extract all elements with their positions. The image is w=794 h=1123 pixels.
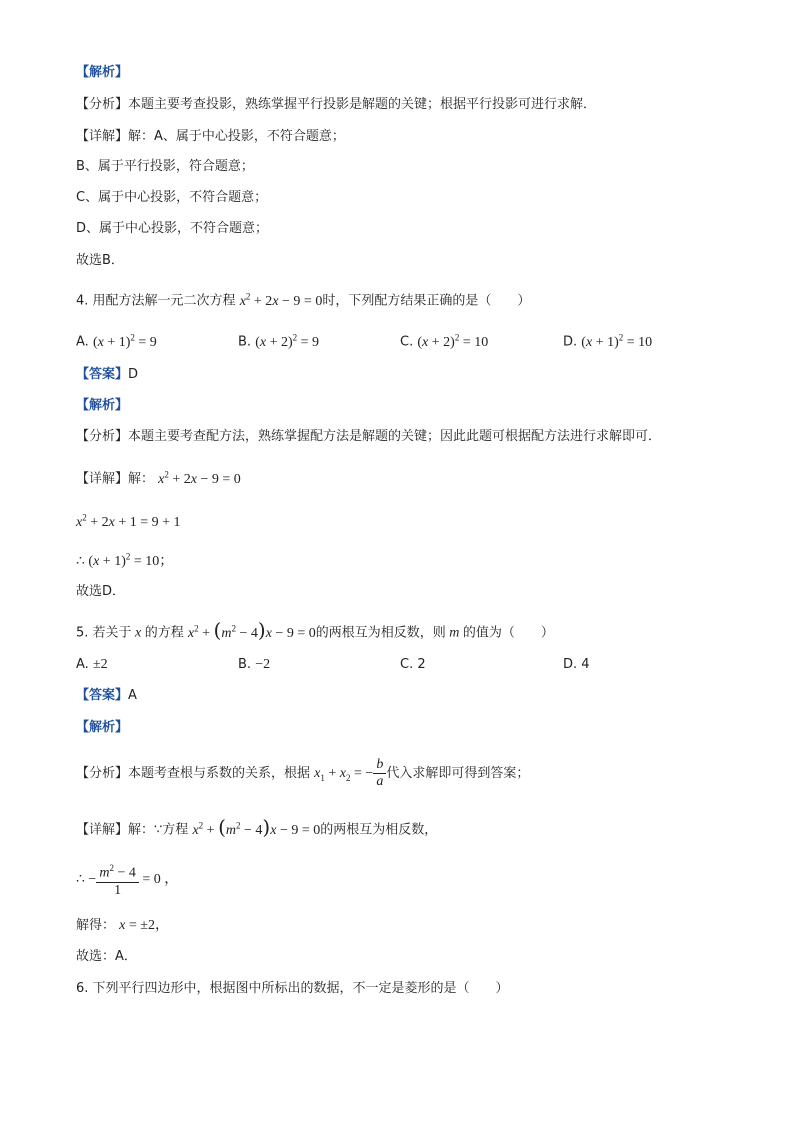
q4-conclusion: 故选D． (76, 584, 126, 599)
q5-stem (76, 619, 554, 643)
q4-prefix: 4. 用配方法解一元二次方程 (76, 293, 236, 309)
q5-option-b-label: B. (238, 657, 252, 672)
q4-equation: $x^2 + 2x - 9 = 0$ (239, 291, 323, 309)
q5-option-a-label: A. (76, 657, 89, 672)
answer-tag: 【答案】 (76, 367, 129, 382)
detail-tag: 【详解】 (76, 129, 129, 144)
q5-solve-expr: x = ±2， (119, 918, 169, 933)
analysis-tag: 【分析】 (76, 766, 129, 781)
analysis-tag: 【分析】 (76, 97, 129, 112)
q5-option-a-expr: ±2 (92, 657, 108, 672)
q4-detail (76, 465, 241, 489)
prev-analysis (76, 96, 596, 114)
q6-stem: 6. 下列平行四边形中，根据图中所标出的数据，不一定是菱形的是（ ） (76, 981, 509, 996)
detail-tag: 【详解】 (76, 471, 129, 487)
q4-option-b-expr: $(x + 2)^2 = 9$ (255, 332, 320, 350)
q5-fraction-expr: ∴ − $\frac{m^2 - 4}{1}$ = 0 ， (76, 872, 178, 887)
q4-answer (76, 366, 138, 384)
q5-option-d: D. 4 (563, 657, 590, 672)
q5-var-m: m (445, 625, 463, 641)
q4-suffix: 时，下列配方结果正确的是（ ） (322, 293, 531, 309)
q4-option-d-label: D. (563, 334, 578, 350)
q5-option-b-expr: −2 (255, 657, 271, 672)
q4-detail-eq1: $x^2 + 2x - 9 = 0$ (158, 469, 241, 487)
answer-tag: 【答案】 (76, 688, 129, 703)
q4-option-d (563, 328, 652, 352)
q5-detail-fraction (76, 860, 178, 900)
q4-analysis-heading: 【解析】 (76, 398, 129, 413)
q4-option-d-expr: $(x + 1)^2 = 10$ (581, 332, 653, 350)
q4-option-a-label: A. (76, 334, 89, 350)
q4-stem (76, 287, 530, 311)
q5-detail (76, 816, 437, 840)
q4-option-c (400, 328, 488, 352)
prev-detail (76, 128, 345, 146)
answer-value: A (128, 688, 137, 703)
analysis-text: 本题主要考查配方法，熟练掌握配方法是解题的关键；因此此题可根据配方法进行求解即可． (128, 429, 662, 444)
detail-text: 解：A、属于中心投影，不符合题意； (128, 129, 345, 144)
detail-text-2: 的两根互为相反数， (320, 822, 438, 838)
analysis-text-1: 本题考查根与系数的关系，根据 (128, 766, 311, 781)
analysis-tag: 【分析】 (76, 429, 129, 444)
q5-conclusion: 故选：A． (76, 949, 137, 964)
detail-tag: 【详解】 (76, 822, 129, 838)
q4-eq2-expr: $x^2 + 2x + 1 = 9 + 1$ (76, 512, 181, 530)
q5-equation: $x^2 + (m^2 - 4)x - 9 = 0$ (187, 617, 316, 642)
q5-analysis-heading: 【解析】 (76, 720, 129, 735)
analysis-text: 本题主要考查投影，熟练掌握平行投影是解题的关键；根据平行投影可进行求解． (128, 97, 597, 112)
answer-value: D (128, 367, 139, 382)
q4-analysis (76, 428, 661, 446)
q5-solve (76, 917, 169, 935)
q5-solve-label: 解得： (76, 918, 116, 933)
q5-prefix: 5. 若关于 (76, 625, 132, 641)
q5-analysis (76, 757, 529, 795)
q5-suffix2: 的值为（ ） (462, 625, 554, 641)
q5-detail-equation: $x^2 + (m^2 - 4)x - 9 = 0$ (192, 814, 321, 839)
q5-option-b (238, 656, 270, 674)
q5-option-c: C. 2 (400, 657, 426, 672)
q4-option-c-expr: $(x + 2)^2 = 10$ (417, 332, 489, 350)
analysis-heading: 【解析】 (76, 65, 129, 80)
q5-vieta-formula: $x_1 + x_2$ = − $\frac{b}{a}$ (314, 766, 386, 781)
q5-suffix1: 的两根互为相反数，则 (315, 625, 446, 641)
q4-option-c-label: C. (400, 334, 414, 350)
detail-text-1: 解：∵方程 (128, 822, 189, 838)
q4-eq3-expr: ∴ $(x + 1)^2 = 10$； (76, 551, 174, 569)
prev-line-c: C、属于中心投影，不符合题意； (76, 190, 268, 205)
q4-option-a-expr: $(x + 1)^2 = 9$ (92, 332, 157, 350)
q5-var-x: x (131, 625, 145, 641)
prev-line-d: D、属于中心投影，不符合题意； (76, 221, 269, 236)
q5-option-a (76, 656, 108, 674)
prev-line-b: B、属于平行投影，符合题意； (76, 159, 254, 174)
q4-option-a (76, 328, 157, 352)
q4-detail-eq2 (76, 508, 181, 532)
q5-answer (76, 687, 137, 705)
detail-text: 解： (128, 471, 155, 487)
q4-option-b (238, 328, 319, 352)
analysis-text-2: 代入求解即可得到答案； (386, 766, 530, 781)
q5-middle: 的方程 (144, 625, 184, 641)
q4-option-b-label: B. (238, 334, 252, 350)
prev-conclusion: 故选B． (76, 253, 124, 268)
q4-detail-eq3 (76, 547, 173, 571)
